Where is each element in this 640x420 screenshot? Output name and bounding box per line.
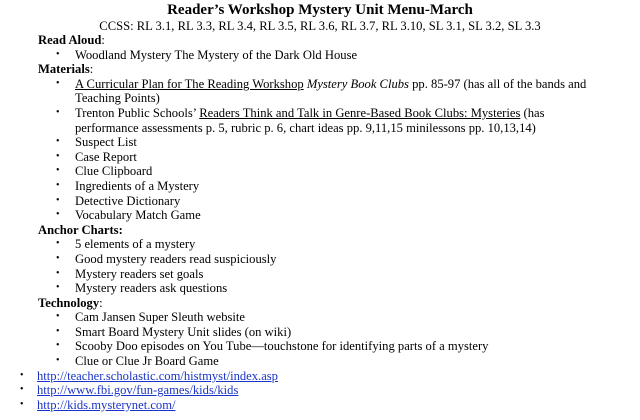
fbi-kids-link[interactable]: http://www.fbi.gov/fun-games/kids/kids (37, 383, 239, 398)
genre-book-clubs-link[interactable]: Readers Think and Talk in Genre-Based Book Clubs: Mysteries (199, 105, 521, 120)
bullet-icon: • (56, 252, 60, 264)
technology-heading: Technology: (38, 295, 103, 310)
list-item: • Clue or Clue Jr Board Game (56, 354, 219, 369)
list-item (0, 369, 640, 384)
list-item: • Vocabulary Match Game (56, 208, 201, 223)
read-aloud-section (38, 33, 640, 48)
list-item: • Scooby Doo episodes on You Tube—touchstone for identifying parts of a mystery (56, 339, 489, 354)
list-item: • Woodland Mystery The Mystery of the Dark Old House (56, 47, 358, 62)
list-item: • Mystery readers ask questions (56, 281, 228, 296)
bullet-icon: • (56, 106, 60, 118)
bullet-icon: • (56, 136, 60, 148)
list-item (0, 398, 640, 413)
bullet-icon: • (56, 179, 60, 191)
materials-heading: Materials: (38, 62, 94, 77)
materials-section (38, 62, 640, 77)
list-item: • Trenton Public Schools’ Readers Think and Talk in Genre-Based Book Clubs: Mysteries (has performance assessments p. 5, rubric p. 6, chart ideas pp. 9,11,15 minilessons pp. 10,13,14) (56, 105, 545, 135)
bullet-icon: • (56, 165, 60, 177)
mysterynet-link[interactable]: http://kids.mysterynet.com/ (37, 397, 176, 412)
anchor-charts-heading: Anchor Charts: (38, 222, 123, 237)
scholastic-link[interactable]: http://teacher.scholastic.com/histmyst/index.asp (37, 368, 278, 383)
bullet-icon: • (56, 77, 60, 89)
bullet-icon: • (56, 150, 60, 162)
list-item (0, 383, 640, 398)
curricular-plan-link[interactable]: A Curricular Plan for The Reading Workshop (75, 76, 304, 91)
anchor-charts-section (38, 223, 640, 238)
bullet-icon: • (56, 48, 60, 60)
bullet-icon: • (56, 282, 60, 294)
ccss-standards-line: CCSS: RL 3.1, RL 3.3, RL 3.4, RL 3.5, RL 3.6, RL 3.7, RL 3.10, SL 3.1, SL 3.2, SL 3.3 (99, 19, 541, 33)
bullet-icon: • (56, 238, 60, 250)
bullet-icon: • (56, 209, 60, 221)
bullet-icon: • (56, 194, 60, 206)
document-body (0, 33, 640, 412)
list-item: • Smart Board Mystery Unit slides (on wiki) (56, 324, 292, 339)
technology-list (0, 310, 640, 368)
bullet-icon: • (56, 340, 60, 352)
list-item: • A Curricular Plan for The Reading Workshop Mystery Book Clubs pp. 85-97 (has all of the bands and Teaching Points) (56, 76, 587, 106)
document-title: Reader’s Workshop Mystery Unit Menu-March (167, 2, 473, 18)
bullet-icon: • (20, 384, 24, 396)
list-item: • Mystery readers set goals (56, 266, 204, 281)
bullet-icon: • (56, 311, 60, 323)
list-item: • Detective Dictionary (56, 193, 181, 208)
list-item: • Suspect List (56, 135, 137, 150)
read-aloud-heading: Read Aloud: (38, 33, 105, 47)
list-item: • Ingredients of a Mystery (56, 178, 200, 193)
list-item: • Cam Jansen Super Sleuth website (56, 310, 245, 325)
book-title: Mystery Book Clubs (306, 76, 409, 91)
bullet-icon: • (56, 325, 60, 337)
links-list (0, 369, 640, 413)
list-item: • Clue Clipboard (56, 164, 153, 179)
read-aloud-list (0, 48, 640, 63)
list-item: • 5 elements of a mystery (56, 237, 196, 252)
bullet-icon: • (56, 267, 60, 279)
technology-section (38, 296, 640, 311)
bullet-icon: • (56, 355, 60, 367)
materials-list (0, 77, 640, 223)
anchor-charts-list (0, 237, 640, 295)
list-item: • Good mystery readers read suspiciously (56, 251, 277, 266)
list-item: • Case Report (56, 149, 137, 164)
bullet-icon: • (20, 398, 24, 410)
bullet-icon: • (20, 369, 24, 381)
